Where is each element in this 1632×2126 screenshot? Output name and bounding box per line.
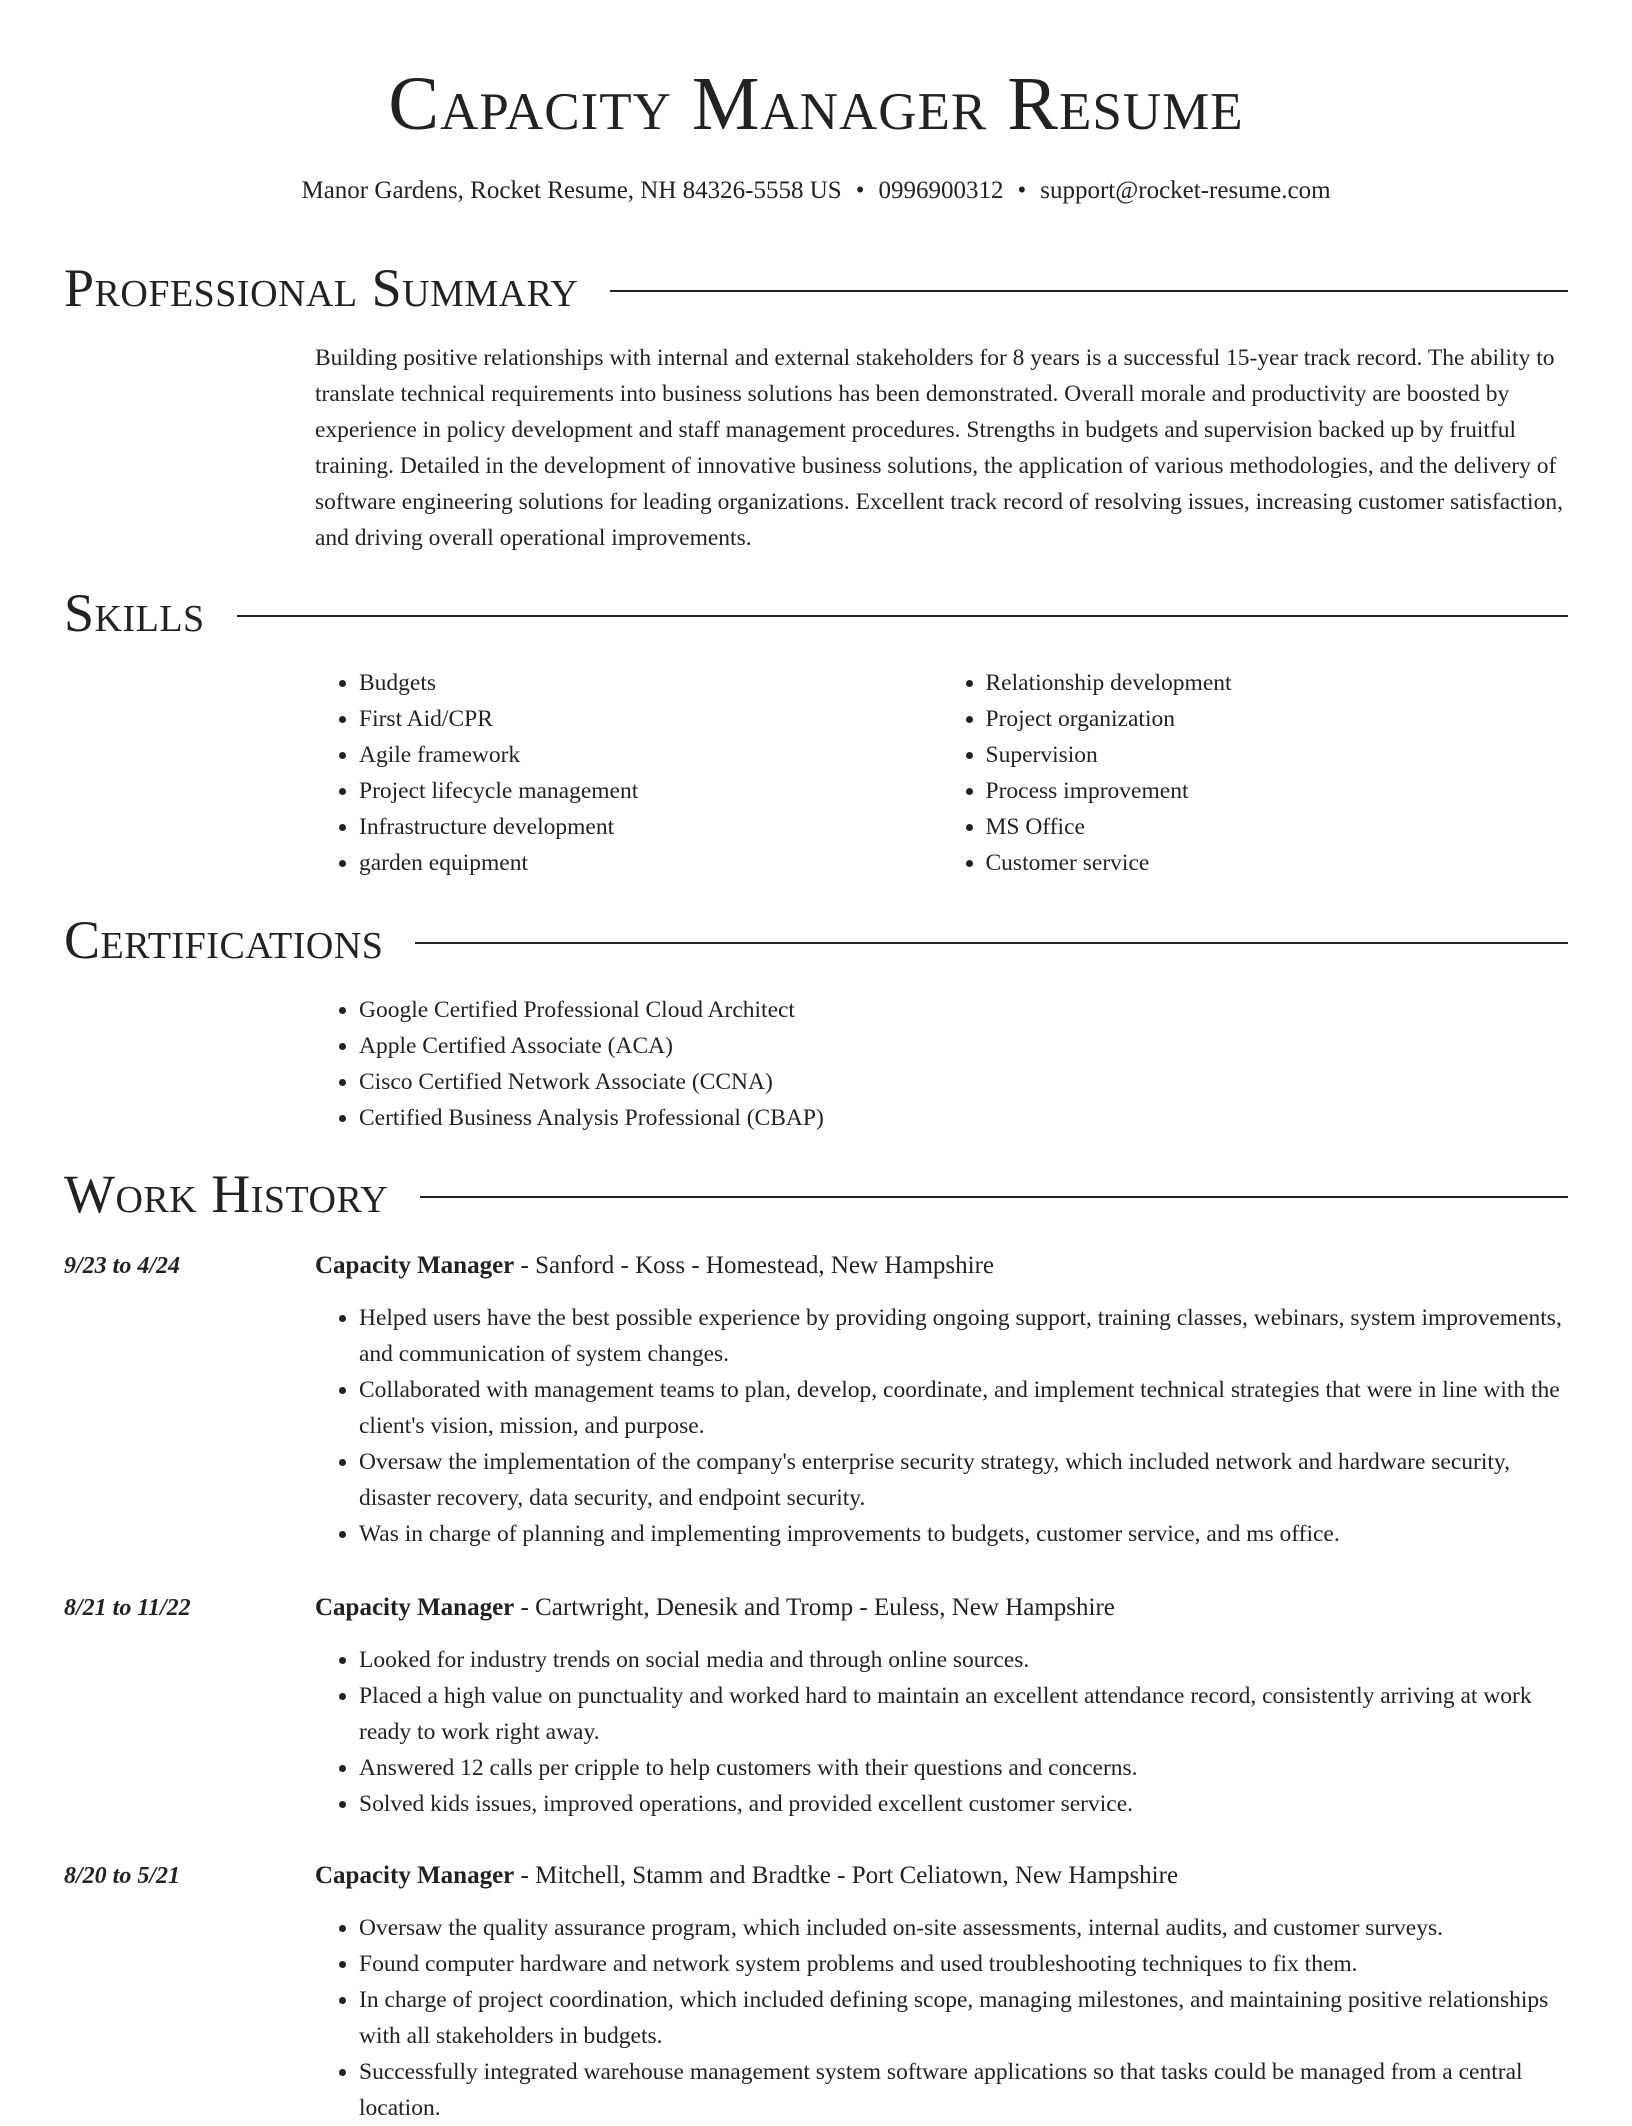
certification-item: • Certified Business Analysis Professional (CBAP) <box>359 1100 1568 1136</box>
work-history-heading <box>64 1162 1568 1226</box>
skill-item: • garden equipment <box>359 845 942 881</box>
section-divider <box>237 615 1568 617</box>
work-duties-list <box>315 1300 1568 1552</box>
summary-heading <box>64 256 1568 320</box>
skill-item: • Supervision <box>986 737 1569 773</box>
work-role: Capacity Manager <box>315 1252 515 1279</box>
work-entry <box>64 1858 1568 2126</box>
work-duties <box>315 1300 1568 1552</box>
contact-separator: • <box>1017 177 1027 204</box>
contact-phone: 0996900312 <box>878 177 1004 204</box>
skills-section <box>64 581 1568 881</box>
skill-item: • First Aid/CPR <box>359 701 942 737</box>
work-entry-header <box>64 1590 1568 1626</box>
certifications-title: Certifications <box>64 910 384 970</box>
work-duty-item: • Helped users have the best possible experience by providing ongoing support, training classes, webinars, system improvements, and communication of system changes. <box>359 1300 1568 1372</box>
work-history-title: Work History <box>64 1164 389 1224</box>
skill-item: • Infrastructure development <box>359 809 942 845</box>
work-title-line <box>315 1590 1115 1626</box>
work-duty-item: • Placed a high value on punctuality and worked hard to maintain an excellent attendance record, consistently arriving at work ready to work right away. <box>359 1678 1568 1750</box>
work-duties-list <box>315 1910 1568 2126</box>
section-divider <box>415 942 1568 944</box>
work-employer: - Sanford - Koss - Homestead, New Hampshire <box>514 1252 995 1279</box>
skill-item: • Relationship development <box>986 665 1569 701</box>
work-role: Capacity Manager <box>315 1862 515 1889</box>
work-dates: 9/23 to 4/24 <box>64 1253 181 1279</box>
resume-title: Capacity Manager Resume <box>388 62 1244 146</box>
summary-text: Building positive relationships with internal and external stakeholders for 8 years is a successful 15-year track record. The ability to translate technical requirements into business solutions has been demonstrated. Overall morale and productivity are boosted by experience in policy development and staff management procedures. Strengths in budgets and supervision backed up by fruitful training. Detailed in the development of innovative business solutions, the application of various methodologies, and the delivery of software engineering solutions for leading organizations. Excellent track record of resolving issues, increasing customer satisfaction, and driving overall operational improvements. <box>315 345 1563 551</box>
skills-column-right <box>942 665 1569 881</box>
skill-item: • Project organization <box>986 701 1569 737</box>
work-duty-item: • Looked for industry trends on social media and through online sources. <box>359 1642 1568 1678</box>
work-title-line <box>315 1858 1178 1894</box>
certifications-body <box>315 992 1568 1136</box>
skill-item: • Agile framework <box>359 737 942 773</box>
work-duty-item: • Collaborated with management teams to plan, develop, coordinate, and implement technical strategies that were in line with the client's vision, mission, and purpose. <box>359 1372 1568 1444</box>
work-employer: - Cartwright, Denesik and Tromp - Euless, New Hampshire <box>514 1594 1115 1621</box>
work-history-section <box>64 1162 1568 1226</box>
work-duties-list <box>315 1642 1568 1822</box>
work-entry-header <box>64 1858 1568 1894</box>
work-role: Capacity Manager <box>315 1594 515 1621</box>
contact-email: support@rocket-resume.com <box>1040 177 1331 204</box>
work-duty-item: • Successfully integrated warehouse management system software applications so that tasks could be managed from a central location. <box>359 2054 1568 2126</box>
work-duty-item: • Oversaw the quality assurance program, which included on-site assessments, internal audits, and customer surveys. <box>359 1910 1568 1946</box>
certification-item: • Apple Certified Associate (ACA) <box>359 1028 1568 1064</box>
skills-list <box>315 665 1568 881</box>
work-entry <box>64 1248 1568 1552</box>
certification-item: • Google Certified Professional Cloud Architect <box>359 992 1568 1028</box>
work-duty-item: • Solved kids issues, improved operations, and provided excellent customer service. <box>359 1786 1568 1822</box>
work-duty-item: • In charge of project coordination, which included defining scope, managing milestones, and maintaining positive relationships with all stakeholders in budgets. <box>359 1982 1568 2054</box>
work-dates: 8/21 to 11/22 <box>64 1595 191 1621</box>
work-duties <box>315 1642 1568 1822</box>
skill-item: • MS Office <box>986 809 1569 845</box>
work-dates: 8/20 to 5/21 <box>64 1863 181 1889</box>
contact-line <box>0 175 1632 207</box>
skill-item: • Project lifecycle management <box>359 773 942 809</box>
section-divider <box>420 1196 1568 1198</box>
certifications-heading <box>64 908 1568 972</box>
skills-column-left <box>315 665 942 881</box>
skill-item: • Customer service <box>986 845 1569 881</box>
skill-item: • Budgets <box>359 665 942 701</box>
contact-separator: • <box>855 177 865 204</box>
work-duty-item: • Oversaw the implementation of the company's enterprise security strategy, which included network and hardware security, disaster recovery, data security, and endpoint security. <box>359 1444 1568 1516</box>
work-duty-item: • Answered 12 calls per cripple to help customers with their questions and concerns. <box>359 1750 1568 1786</box>
work-duties <box>315 1910 1568 2126</box>
summary-section <box>64 256 1568 556</box>
certification-item: • Cisco Certified Network Associate (CCNA) <box>359 1064 1568 1100</box>
work-entry <box>64 1590 1568 1822</box>
skills-title: Skills <box>64 583 205 643</box>
skills-heading <box>64 581 1568 645</box>
work-employer: - Mitchell, Stamm and Bradtke - Port Celiatown, New Hampshire <box>514 1862 1179 1889</box>
certifications-section <box>64 908 1568 1136</box>
work-entry-header <box>64 1248 1568 1284</box>
skill-item: • Process improvement <box>986 773 1569 809</box>
work-duty-item: • Found computer hardware and network system problems and used troubleshooting techniques to fix them. <box>359 1946 1568 1982</box>
certifications-list <box>315 992 1568 1136</box>
contact-address: Manor Gardens, Rocket Resume, NH 84326-5558 US <box>301 177 842 204</box>
summary-title: Professional Summary <box>64 258 579 318</box>
work-duty-item: • Was in charge of planning and implementing improvements to budgets, customer service, and ms office. <box>359 1516 1568 1552</box>
section-divider <box>610 290 1568 292</box>
work-title-line <box>315 1248 994 1284</box>
summary-body <box>315 340 1568 556</box>
